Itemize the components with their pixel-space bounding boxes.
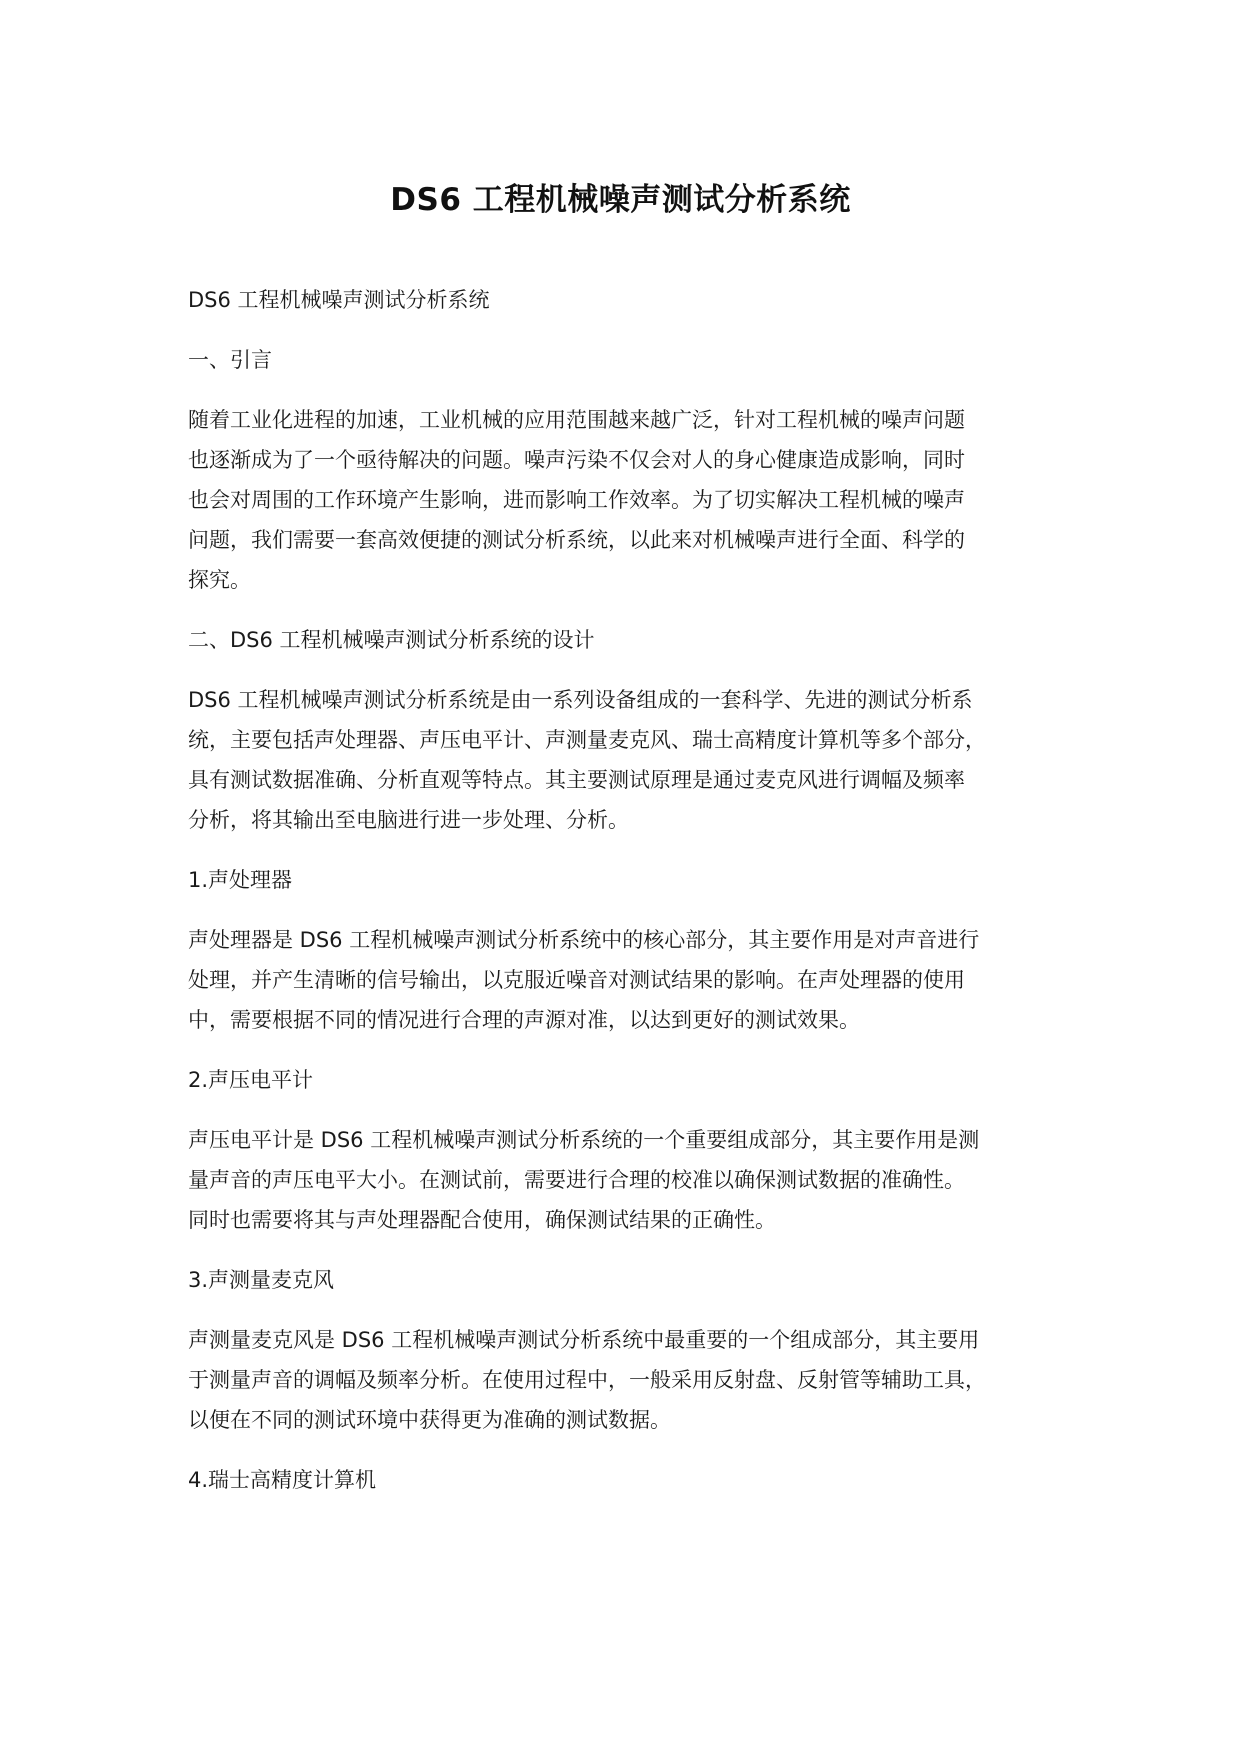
section-heading (188, 1060, 1068, 1100)
text-line: 统，主要包括声处理器、声压电平计、声测量麦克风、瑞士高精度计算机等多个部分， (188, 728, 986, 752)
text-line: 也会对周围的工作环境产生影响，进而影响工作效率。为了切实解决工程机械的噪声 (188, 488, 965, 512)
paragraph (188, 920, 1068, 1040)
text-line: 于测量声音的调幅及频率分析。在使用过程中，一般采用反射盘、反射管等辅助工具， (188, 1368, 986, 1392)
text-line: 分析，将其输出至电脑进行进一步处理、分析。 (188, 808, 629, 832)
text-line: 具有测试数据准确、分析直观等特点。其主要测试原理是通过麦克风进行调幅及频率 (188, 768, 965, 792)
text-line: 同时也需要将其与声处理器配合使用，确保测试结果的正确性。 (188, 1208, 776, 1232)
section-heading (188, 1260, 1068, 1300)
paragraph (188, 400, 1068, 600)
text-line: 4.瑞士高精度计算机 (188, 1468, 377, 1492)
document-title: DS6 工程机械噪声测试分析系统 (390, 182, 851, 218)
text-line: 中，需要根据不同的情况进行合理的声源对准，以达到更好的测试效果。 (188, 1008, 860, 1032)
paragraph (188, 1120, 1068, 1240)
section-heading (188, 620, 1068, 660)
text-line: DS6 工程机械噪声测试分析系统是由一系列设备组成的一套科学、先进的测试分析系 (188, 688, 973, 712)
text-line: 声处理器是 DS6 工程机械噪声测试分析系统中的核心部分，其主要作用是对声音进行 (188, 928, 980, 952)
text-line: 3.声测量麦克风 (188, 1268, 335, 1292)
section-heading (188, 340, 1068, 380)
text-line: 2.声压电平计 (188, 1068, 314, 1092)
text-line: 探究。 (188, 568, 251, 592)
section-heading (188, 280, 1068, 320)
text-line: 1.声处理器 (188, 868, 293, 892)
text-line: 声压电平计是 DS6 工程机械噪声测试分析系统的一个重要组成部分，其主要作用是测 (188, 1128, 980, 1152)
text-line: 以便在不同的测试环境中获得更为准确的测试数据。 (188, 1408, 671, 1432)
text-line: 声测量麦克风是 DS6 工程机械噪声测试分析系统中最重要的一个组成部分，其主要用 (188, 1328, 980, 1352)
document-body (188, 280, 1068, 1520)
section-heading (188, 860, 1068, 900)
text-line: 问题，我们需要一套高效便捷的测试分析系统，以此来对机械噪声进行全面、科学的 (188, 528, 965, 552)
text-line: 处理，并产生清晰的信号输出，以克服近噪音对测试结果的影响。在声处理器的使用 (188, 968, 965, 992)
text-line: DS6 工程机械噪声测试分析系统 (188, 288, 490, 312)
paragraph (188, 680, 1068, 840)
text-line: 随着工业化进程的加速，工业机械的应用范围越来越广泛，针对工程机械的噪声问题 (188, 408, 965, 432)
paragraph (188, 1320, 1068, 1440)
text-line: 二、DS6 工程机械噪声测试分析系统的设计 (188, 628, 595, 652)
text-line: 量声音的声压电平大小。在测试前，需要进行合理的校准以确保测试数据的准确性。 (188, 1168, 965, 1192)
text-line: 也逐渐成为了一个亟待解决的问题。噪声污染不仅会对人的身心健康造成影响，同时 (188, 448, 965, 472)
section-heading (188, 1460, 1068, 1500)
text-line: 一、引言 (188, 348, 272, 372)
